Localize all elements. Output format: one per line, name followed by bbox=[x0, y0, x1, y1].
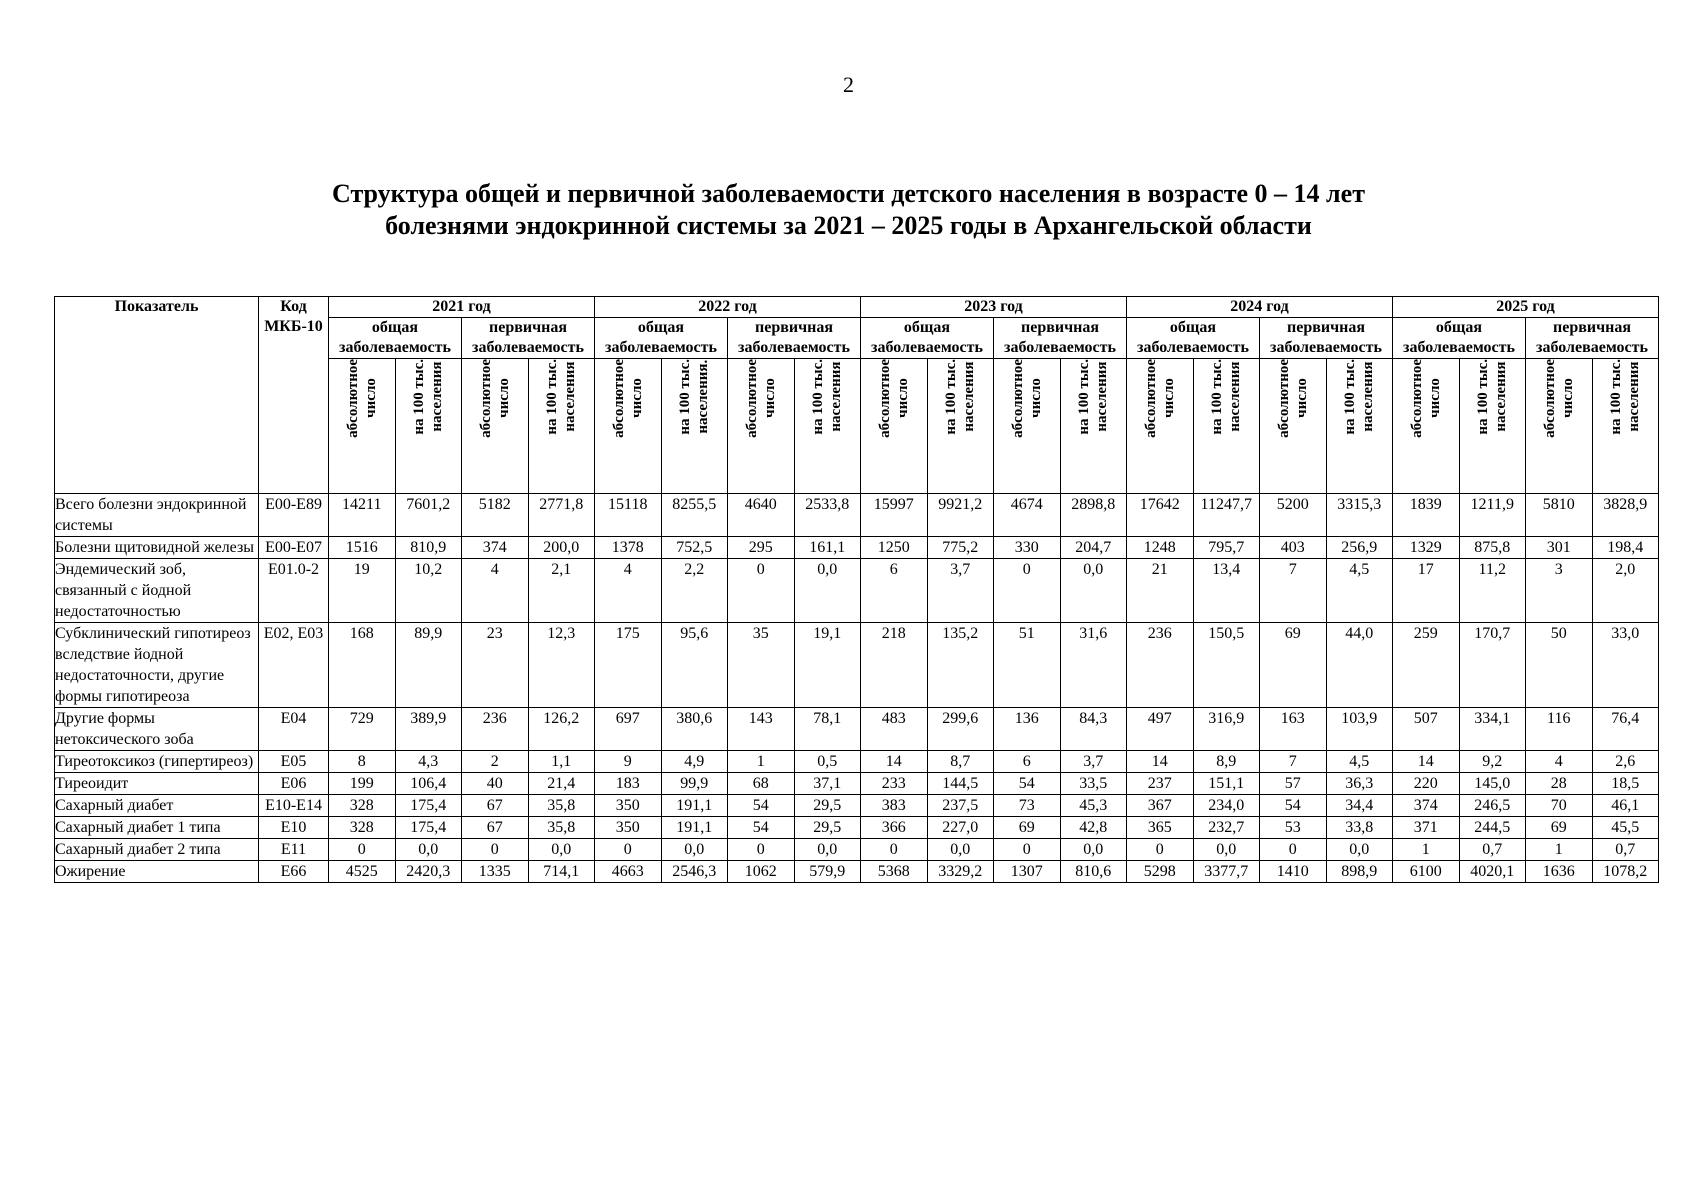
row-indicator: Сахарный диабет 1 типа bbox=[55, 817, 259, 839]
cell-value: 9921,2 bbox=[927, 494, 994, 537]
cell-value: 35,8 bbox=[528, 817, 595, 839]
cell-value: 227,0 bbox=[927, 817, 994, 839]
cell-value: 2546,3 bbox=[661, 861, 728, 883]
cell-value: 775,2 bbox=[927, 537, 994, 559]
cell-value: 232,7 bbox=[1193, 817, 1260, 839]
row-indicator: Ожирение bbox=[55, 861, 259, 883]
cell-value: 0 bbox=[1260, 839, 1327, 861]
cell-value: 1378 bbox=[595, 537, 662, 559]
row-icd-code: E10 bbox=[259, 817, 329, 839]
cell-value: 145,0 bbox=[1459, 773, 1526, 795]
row-icd-code: E02, E03 bbox=[259, 623, 329, 708]
cell-value: 73 bbox=[994, 795, 1061, 817]
cell-value: 14 bbox=[1393, 751, 1460, 773]
header-per-100k: на 100 тыс. населения bbox=[1060, 359, 1127, 494]
cell-value: 103,9 bbox=[1326, 708, 1393, 751]
cell-value: 68 bbox=[728, 773, 795, 795]
cell-value: 1329 bbox=[1393, 537, 1460, 559]
table-row bbox=[55, 708, 1659, 751]
cell-value: 183 bbox=[595, 773, 662, 795]
cell-value: 23 bbox=[462, 623, 529, 708]
cell-value: 78,1 bbox=[794, 708, 861, 751]
cell-value: 1 bbox=[1526, 839, 1593, 861]
cell-value: 1335 bbox=[462, 861, 529, 883]
cell-value: 0,7 bbox=[1592, 839, 1659, 861]
cell-value: 5810 bbox=[1526, 494, 1593, 537]
cell-value: 301 bbox=[1526, 537, 1593, 559]
cell-value: 374 bbox=[462, 537, 529, 559]
row-icd-code: E10-E14 bbox=[259, 795, 329, 817]
cell-value: 200,0 bbox=[528, 537, 595, 559]
cell-value: 4663 bbox=[595, 861, 662, 883]
cell-value: 246,5 bbox=[1459, 795, 1526, 817]
cell-value: 6100 bbox=[1393, 861, 1460, 883]
table-row bbox=[55, 751, 1659, 773]
cell-value: 0,0 bbox=[1060, 559, 1127, 623]
header-absolute: абсолютное число bbox=[728, 359, 795, 494]
cell-value: 191,1 bbox=[661, 817, 728, 839]
cell-value: 389,9 bbox=[395, 708, 462, 751]
cell-value: 810,9 bbox=[395, 537, 462, 559]
header-absolute: абсолютное число bbox=[1526, 359, 1593, 494]
cell-value: 0,0 bbox=[1060, 839, 1127, 861]
header-absolute: абсолютное число bbox=[861, 359, 928, 494]
table-row bbox=[55, 861, 1659, 883]
cell-value: 175 bbox=[595, 623, 662, 708]
cell-value: 1839 bbox=[1393, 494, 1460, 537]
cell-value: 29,5 bbox=[794, 817, 861, 839]
cell-value: 2,1 bbox=[528, 559, 595, 623]
cell-value: 7 bbox=[1260, 751, 1327, 773]
header-per-100k: на 100 тыс. населения bbox=[1193, 359, 1260, 494]
row-indicator: Другие формы нетоксического зоба bbox=[55, 708, 259, 751]
header-absolute: абсолютное число bbox=[595, 359, 662, 494]
cell-value: 29,5 bbox=[794, 795, 861, 817]
cell-value: 752,5 bbox=[661, 537, 728, 559]
table-body bbox=[55, 494, 1659, 883]
cell-value: 350 bbox=[595, 817, 662, 839]
cell-value: 259 bbox=[1393, 623, 1460, 708]
cell-value: 898,9 bbox=[1326, 861, 1393, 883]
header-absolute: абсолютное число bbox=[1127, 359, 1194, 494]
cell-value: 168 bbox=[329, 623, 396, 708]
cell-value: 17642 bbox=[1127, 494, 1194, 537]
cell-value: 1062 bbox=[728, 861, 795, 883]
cell-value: 1078,2 bbox=[1592, 861, 1659, 883]
cell-value: 810,6 bbox=[1060, 861, 1127, 883]
cell-value: 0 bbox=[462, 839, 529, 861]
cell-value: 42,8 bbox=[1060, 817, 1127, 839]
cell-value: 170,7 bbox=[1459, 623, 1526, 708]
cell-value: 2420,3 bbox=[395, 861, 462, 883]
cell-value: 0 bbox=[994, 559, 1061, 623]
cell-value: 198,4 bbox=[1592, 537, 1659, 559]
cell-value: 45,3 bbox=[1060, 795, 1127, 817]
cell-value: 875,8 bbox=[1459, 537, 1526, 559]
cell-value: 236 bbox=[1127, 623, 1194, 708]
cell-value: 9,2 bbox=[1459, 751, 1526, 773]
cell-value: 4 bbox=[1526, 751, 1593, 773]
table-row bbox=[55, 623, 1659, 708]
cell-value: 236 bbox=[462, 708, 529, 751]
cell-value: 163 bbox=[1260, 708, 1327, 751]
cell-value: 8 bbox=[329, 751, 396, 773]
cell-value: 0 bbox=[595, 839, 662, 861]
table-row bbox=[55, 773, 1659, 795]
cell-value: 714,1 bbox=[528, 861, 595, 883]
cell-value: 365 bbox=[1127, 817, 1194, 839]
cell-value: 89,9 bbox=[395, 623, 462, 708]
cell-value: 330 bbox=[994, 537, 1061, 559]
table-row bbox=[55, 494, 1659, 537]
cell-value: 3,7 bbox=[1060, 751, 1127, 773]
cell-value: 3828,9 bbox=[1592, 494, 1659, 537]
cell-value: 33,5 bbox=[1060, 773, 1127, 795]
row-indicator: Всего болезни эндокринной системы bbox=[55, 494, 259, 537]
cell-value: 67 bbox=[462, 795, 529, 817]
row-indicator: Тиреоидит bbox=[55, 773, 259, 795]
cell-value: 0,0 bbox=[395, 839, 462, 861]
cell-value: 237,5 bbox=[927, 795, 994, 817]
cell-value: 1516 bbox=[329, 537, 396, 559]
cell-value: 144,5 bbox=[927, 773, 994, 795]
cell-value: 380,6 bbox=[661, 708, 728, 751]
header-primary: первичная заболеваемость bbox=[994, 318, 1127, 359]
header-absolute: абсолютное число bbox=[1260, 359, 1327, 494]
cell-value: 8255,5 bbox=[661, 494, 728, 537]
cell-value: 0 bbox=[329, 839, 396, 861]
cell-value: 1211,9 bbox=[1459, 494, 1526, 537]
cell-value: 7 bbox=[1260, 559, 1327, 623]
cell-value: 3315,3 bbox=[1326, 494, 1393, 537]
cell-value: 697 bbox=[595, 708, 662, 751]
cell-value: 54 bbox=[994, 773, 1061, 795]
header-per-100k: на 100 тыс. населения bbox=[927, 359, 994, 494]
row-indicator: Сахарный диабет bbox=[55, 795, 259, 817]
cell-value: 1307 bbox=[994, 861, 1061, 883]
cell-value: 2533,8 bbox=[794, 494, 861, 537]
cell-value: 4,9 bbox=[661, 751, 728, 773]
cell-value: 11247,7 bbox=[1193, 494, 1260, 537]
cell-value: 54 bbox=[728, 795, 795, 817]
row-icd-code: E00-E07 bbox=[259, 537, 329, 559]
cell-value: 403 bbox=[1260, 537, 1327, 559]
cell-value: 31,6 bbox=[1060, 623, 1127, 708]
cell-value: 143 bbox=[728, 708, 795, 751]
cell-value: 1 bbox=[728, 751, 795, 773]
cell-value: 126,2 bbox=[528, 708, 595, 751]
cell-value: 4 bbox=[595, 559, 662, 623]
cell-value: 244,5 bbox=[1459, 817, 1526, 839]
row-icd-code: E01.0-2 bbox=[259, 559, 329, 623]
row-indicator: Субклинический гипотиреоз вследствие йодной недостаточности, другие формы гипотиреоза bbox=[55, 623, 259, 708]
cell-value: 69 bbox=[994, 817, 1061, 839]
cell-value: 51 bbox=[994, 623, 1061, 708]
row-indicator: Эндемический зоб, связанный с йодной недостаточностью bbox=[55, 559, 259, 623]
header-per-100k: на 100 тыс. населения bbox=[1592, 359, 1659, 494]
cell-value: 116 bbox=[1526, 708, 1593, 751]
cell-value: 11,2 bbox=[1459, 559, 1526, 623]
cell-value: 28 bbox=[1526, 773, 1593, 795]
cell-value: 4020,1 bbox=[1459, 861, 1526, 883]
cell-value: 6 bbox=[994, 751, 1061, 773]
cell-value: 0 bbox=[861, 839, 928, 861]
cell-value: 0,0 bbox=[661, 839, 728, 861]
row-indicator: Сахарный диабет 2 типа bbox=[55, 839, 259, 861]
header-indicator: Показатель bbox=[55, 297, 259, 494]
cell-value: 8,7 bbox=[927, 751, 994, 773]
cell-value: 383 bbox=[861, 795, 928, 817]
cell-value: 14 bbox=[861, 751, 928, 773]
cell-value: 328 bbox=[329, 817, 396, 839]
cell-value: 191,1 bbox=[661, 795, 728, 817]
header-general: общая заболеваемость bbox=[861, 318, 994, 359]
table-row bbox=[55, 795, 1659, 817]
cell-value: 36,3 bbox=[1326, 773, 1393, 795]
cell-value: 6 bbox=[861, 559, 928, 623]
cell-value: 135,2 bbox=[927, 623, 994, 708]
cell-value: 5182 bbox=[462, 494, 529, 537]
cell-value: 54 bbox=[1260, 795, 1327, 817]
cell-value: 45,5 bbox=[1592, 817, 1659, 839]
header-absolute: абсолютное число bbox=[994, 359, 1061, 494]
header-per-100k: на 100 тыс. населения bbox=[1459, 359, 1526, 494]
cell-value: 33,8 bbox=[1326, 817, 1393, 839]
morbidity-table bbox=[54, 296, 1659, 883]
cell-value: 371 bbox=[1393, 817, 1460, 839]
cell-value: 233 bbox=[861, 773, 928, 795]
header-year-2021: 2021 год bbox=[329, 297, 595, 318]
cell-value: 295 bbox=[728, 537, 795, 559]
cell-value: 199 bbox=[329, 773, 396, 795]
cell-value: 367 bbox=[1127, 795, 1194, 817]
row-icd-code: E00-E89 bbox=[259, 494, 329, 537]
cell-value: 84,3 bbox=[1060, 708, 1127, 751]
cell-value: 3 bbox=[1526, 559, 1593, 623]
cell-value: 1250 bbox=[861, 537, 928, 559]
header-year-2022: 2022 год bbox=[595, 297, 861, 318]
cell-value: 106,4 bbox=[395, 773, 462, 795]
cell-value: 14 bbox=[1127, 751, 1194, 773]
header-absolute: абсолютное число bbox=[1393, 359, 1460, 494]
cell-value: 3377,7 bbox=[1193, 861, 1260, 883]
cell-value: 218 bbox=[861, 623, 928, 708]
document-title bbox=[0, 178, 1697, 242]
cell-value: 18,5 bbox=[1592, 773, 1659, 795]
header-year-2025: 2025 год bbox=[1393, 297, 1659, 318]
header-primary: первичная заболеваемость bbox=[728, 318, 861, 359]
header-per-100k: на 100 тыс. населения bbox=[794, 359, 861, 494]
cell-value: 0 bbox=[1127, 839, 1194, 861]
cell-value: 17 bbox=[1393, 559, 1460, 623]
cell-value: 19,1 bbox=[794, 623, 861, 708]
cell-value: 0 bbox=[994, 839, 1061, 861]
row-icd-code: E06 bbox=[259, 773, 329, 795]
cell-value: 53 bbox=[1260, 817, 1327, 839]
cell-value: 10,2 bbox=[395, 559, 462, 623]
cell-value: 5368 bbox=[861, 861, 928, 883]
header-absolute: абсолютное число bbox=[329, 359, 396, 494]
cell-value: 0,5 bbox=[794, 751, 861, 773]
cell-value: 328 bbox=[329, 795, 396, 817]
cell-value: 14211 bbox=[329, 494, 396, 537]
cell-value: 204,7 bbox=[1060, 537, 1127, 559]
cell-value: 69 bbox=[1260, 623, 1327, 708]
header-per-100k: на 100 тыс. населения bbox=[395, 359, 462, 494]
cell-value: 99,9 bbox=[661, 773, 728, 795]
cell-value: 2771,8 bbox=[528, 494, 595, 537]
cell-value: 483 bbox=[861, 708, 928, 751]
table-row bbox=[55, 817, 1659, 839]
row-icd-code: E11 bbox=[259, 839, 329, 861]
cell-value: 3,7 bbox=[927, 559, 994, 623]
cell-value: 299,6 bbox=[927, 708, 994, 751]
cell-value: 21 bbox=[1127, 559, 1194, 623]
cell-value: 4 bbox=[462, 559, 529, 623]
cell-value: 0,7 bbox=[1459, 839, 1526, 861]
cell-value: 1,1 bbox=[528, 751, 595, 773]
cell-value: 76,4 bbox=[1592, 708, 1659, 751]
cell-value: 40 bbox=[462, 773, 529, 795]
header-primary: первичная заболеваемость bbox=[1526, 318, 1659, 359]
cell-value: 54 bbox=[728, 817, 795, 839]
cell-value: 35 bbox=[728, 623, 795, 708]
cell-value: 234,0 bbox=[1193, 795, 1260, 817]
cell-value: 497 bbox=[1127, 708, 1194, 751]
cell-value: 334,1 bbox=[1459, 708, 1526, 751]
table-row bbox=[55, 839, 1659, 861]
header-primary: первичная заболеваемость bbox=[462, 318, 595, 359]
table-row bbox=[55, 537, 1659, 559]
cell-value: 579,9 bbox=[794, 861, 861, 883]
cell-value: 1636 bbox=[1526, 861, 1593, 883]
cell-value: 175,4 bbox=[395, 817, 462, 839]
cell-value: 46,1 bbox=[1592, 795, 1659, 817]
cell-value: 0,0 bbox=[794, 559, 861, 623]
header-general: общая заболеваемость bbox=[1393, 318, 1526, 359]
cell-value: 0 bbox=[728, 559, 795, 623]
header-year-2024: 2024 год bbox=[1127, 297, 1393, 318]
cell-value: 5200 bbox=[1260, 494, 1327, 537]
cell-value: 4640 bbox=[728, 494, 795, 537]
header-year-2023: 2023 год bbox=[861, 297, 1127, 318]
cell-value: 4,5 bbox=[1326, 559, 1393, 623]
cell-value: 3329,2 bbox=[927, 861, 994, 883]
header-per-100k: на 100 тыс. населения bbox=[528, 359, 595, 494]
cell-value: 57 bbox=[1260, 773, 1327, 795]
cell-value: 95,6 bbox=[661, 623, 728, 708]
row-icd-code: E04 bbox=[259, 708, 329, 751]
cell-value: 350 bbox=[595, 795, 662, 817]
cell-value: 4,3 bbox=[395, 751, 462, 773]
cell-value: 1248 bbox=[1127, 537, 1194, 559]
row-indicator: Тиреотоксикоз (гипертиреоз) bbox=[55, 751, 259, 773]
cell-value: 795,7 bbox=[1193, 537, 1260, 559]
header-absolute: абсолютное число bbox=[462, 359, 529, 494]
cell-value: 2,6 bbox=[1592, 751, 1659, 773]
cell-value: 21,4 bbox=[528, 773, 595, 795]
row-icd-code: E66 bbox=[259, 861, 329, 883]
cell-value: 2 bbox=[462, 751, 529, 773]
cell-value: 50 bbox=[1526, 623, 1593, 708]
cell-value: 15118 bbox=[595, 494, 662, 537]
page-number: 2 bbox=[843, 72, 854, 97]
cell-value: 151,1 bbox=[1193, 773, 1260, 795]
cell-value: 316,9 bbox=[1193, 708, 1260, 751]
cell-value: 220 bbox=[1393, 773, 1460, 795]
cell-value: 1 bbox=[1393, 839, 1460, 861]
header-code: Код МКБ-10 bbox=[259, 297, 329, 494]
cell-value: 15997 bbox=[861, 494, 928, 537]
cell-value: 12,3 bbox=[528, 623, 595, 708]
cell-value: 507 bbox=[1393, 708, 1460, 751]
cell-value: 0 bbox=[728, 839, 795, 861]
cell-value: 4525 bbox=[329, 861, 396, 883]
cell-value: 729 bbox=[329, 708, 396, 751]
cell-value: 5298 bbox=[1127, 861, 1194, 883]
cell-value: 175,4 bbox=[395, 795, 462, 817]
cell-value: 19 bbox=[329, 559, 396, 623]
cell-value: 0,0 bbox=[927, 839, 994, 861]
cell-value: 237 bbox=[1127, 773, 1194, 795]
cell-value: 44,0 bbox=[1326, 623, 1393, 708]
header-primary: первичная заболеваемость bbox=[1260, 318, 1393, 359]
cell-value: 8,9 bbox=[1193, 751, 1260, 773]
header-general: общая заболеваемость bbox=[1127, 318, 1260, 359]
cell-value: 7601,2 bbox=[395, 494, 462, 537]
header-general: общая заболеваемость bbox=[329, 318, 462, 359]
cell-value: 2,2 bbox=[661, 559, 728, 623]
cell-value: 256,9 bbox=[1326, 537, 1393, 559]
cell-value: 1410 bbox=[1260, 861, 1327, 883]
cell-value: 150,5 bbox=[1193, 623, 1260, 708]
cell-value: 34,4 bbox=[1326, 795, 1393, 817]
cell-value: 0,0 bbox=[1326, 839, 1393, 861]
cell-value: 4,5 bbox=[1326, 751, 1393, 773]
title-line-1: Структура общей и первичной заболеваемости детского населения в возрасте 0 – 14 лет bbox=[332, 179, 1365, 208]
cell-value: 9 bbox=[595, 751, 662, 773]
cell-value: 136 bbox=[994, 708, 1061, 751]
cell-value: 35,8 bbox=[528, 795, 595, 817]
cell-value: 0,0 bbox=[1193, 839, 1260, 861]
cell-value: 70 bbox=[1526, 795, 1593, 817]
cell-value: 13,4 bbox=[1193, 559, 1260, 623]
header-general: общая заболеваемость bbox=[595, 318, 728, 359]
cell-value: 2898,8 bbox=[1060, 494, 1127, 537]
table-row bbox=[55, 559, 1659, 623]
cell-value: 33,0 bbox=[1592, 623, 1659, 708]
cell-value: 161,1 bbox=[794, 537, 861, 559]
row-icd-code: E05 bbox=[259, 751, 329, 773]
cell-value: 67 bbox=[462, 817, 529, 839]
cell-value: 4674 bbox=[994, 494, 1061, 537]
cell-value: 69 bbox=[1526, 817, 1593, 839]
title-line-2: болезнями эндокринной системы за 2021 – 2025 годы в Архангельской области bbox=[385, 211, 1312, 240]
header-per-100k: на 100 тыс. населения. bbox=[661, 359, 728, 494]
cell-value: 2,0 bbox=[1592, 559, 1659, 623]
row-indicator: Болезни щитовидной железы bbox=[55, 537, 259, 559]
cell-value: 0,0 bbox=[528, 839, 595, 861]
cell-value: 0,0 bbox=[794, 839, 861, 861]
header-per-100k: на 100 тыс. населения bbox=[1326, 359, 1393, 494]
cell-value: 37,1 bbox=[794, 773, 861, 795]
cell-value: 374 bbox=[1393, 795, 1460, 817]
cell-value: 366 bbox=[861, 817, 928, 839]
